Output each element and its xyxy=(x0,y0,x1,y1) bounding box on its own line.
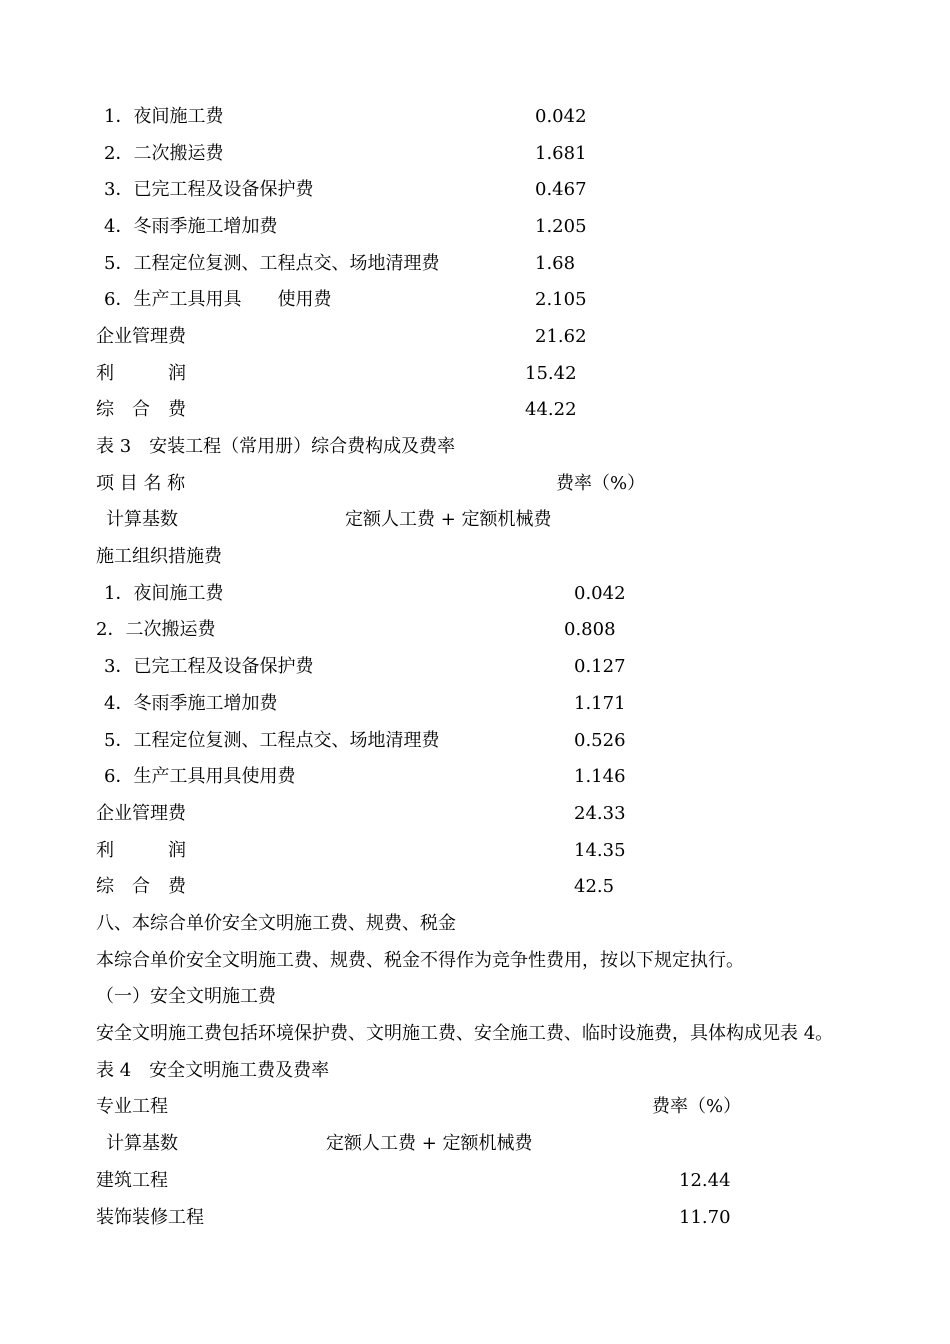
sub-heading: （一）安全文明施工费 xyxy=(96,986,276,1007)
profit-value: 15.42 xyxy=(525,363,577,384)
table-3-base-value: 定额人工费 + 定额机械费 xyxy=(345,509,552,530)
row-value: 1.171 xyxy=(574,693,626,714)
row-label: 5．工程定位复测、工程点交、场地清理费 xyxy=(104,253,440,274)
row-label: 建筑工程 xyxy=(96,1170,168,1191)
row-value: 0.526 xyxy=(574,730,626,751)
row-value: 1.205 xyxy=(535,216,587,237)
table-4-base-label: 计算基数 xyxy=(106,1133,178,1154)
table-4-header-item: 专业工程 xyxy=(96,1096,168,1117)
total-value: 44.22 xyxy=(525,399,577,420)
row-label: 5．工程定位复测、工程点交、场地清理费 xyxy=(104,730,440,751)
row-value: 0.042 xyxy=(574,583,626,604)
table-3-header-rate: 费率（%） xyxy=(556,473,646,494)
table-4-header-rate: 费率（%） xyxy=(652,1096,742,1117)
row-label: 3．已完工程及设备保护费 xyxy=(104,179,314,200)
row-value: 2.105 xyxy=(535,289,587,310)
row-label: 2．二次搬运费 xyxy=(104,143,224,164)
row-value: 11.70 xyxy=(679,1207,731,1228)
row-value: 0.127 xyxy=(574,656,626,677)
management-fee-value: 24.33 xyxy=(574,803,626,824)
row-value: 12.44 xyxy=(679,1170,731,1191)
row-value: 0.467 xyxy=(535,179,587,200)
table-4-title: 表 4 安全文明施工费及费率 xyxy=(96,1060,330,1081)
row-value: 1.681 xyxy=(535,143,587,164)
table-3-title: 表 3 安装工程（常用册）综合费构成及费率 xyxy=(96,436,456,457)
profit-label: 利 润 xyxy=(96,363,186,384)
section-heading: 八、本综合单价安全文明施工费、规费、税金 xyxy=(96,913,456,934)
row-value: 1.68 xyxy=(535,253,576,274)
row-label: 4．冬雨季施工增加费 xyxy=(104,693,278,714)
total-value: 42.5 xyxy=(574,876,615,897)
profit-value: 14.35 xyxy=(574,840,626,861)
table-3-header-item: 项 目 名 称 xyxy=(96,473,186,494)
row-label: 1．夜间施工费 xyxy=(104,583,224,604)
row-value: 0.808 xyxy=(564,619,616,640)
row-label: 1．夜间施工费 xyxy=(104,106,224,127)
profit-label: 利 润 xyxy=(96,840,186,861)
section-intro: 本综合单价安全文明施工费、规费、税金不得作为竞争性费用，按以下规定执行。 xyxy=(96,950,744,971)
management-fee-label: 企业管理费 xyxy=(96,803,186,824)
table-3-base-label: 计算基数 xyxy=(106,509,178,530)
section-description: 安全文明施工费包括环境保护费、文明施工费、安全施工费、临时设施费，具体构成见表 4。 xyxy=(96,1023,834,1044)
management-fee-label: 企业管理费 xyxy=(96,326,186,347)
row-label: 2．二次搬运费 xyxy=(96,619,216,640)
row-label: 6．生产工具用具 使用费 xyxy=(104,289,332,310)
row-value: 0.042 xyxy=(535,106,587,127)
total-label: 综 合 费 xyxy=(96,399,186,420)
table-3-group-label: 施工组织措施费 xyxy=(96,546,222,567)
row-label: 6．生产工具用具使用费 xyxy=(104,766,296,787)
total-label: 综 合 费 xyxy=(96,876,186,897)
row-value: 1.146 xyxy=(574,766,626,787)
management-fee-value: 21.62 xyxy=(535,326,587,347)
row-label: 3．已完工程及设备保护费 xyxy=(104,656,314,677)
row-label: 4．冬雨季施工增加费 xyxy=(104,216,278,237)
table-4-base-value: 定额人工费 + 定额机械费 xyxy=(326,1133,533,1154)
row-label: 装饰装修工程 xyxy=(96,1207,204,1228)
